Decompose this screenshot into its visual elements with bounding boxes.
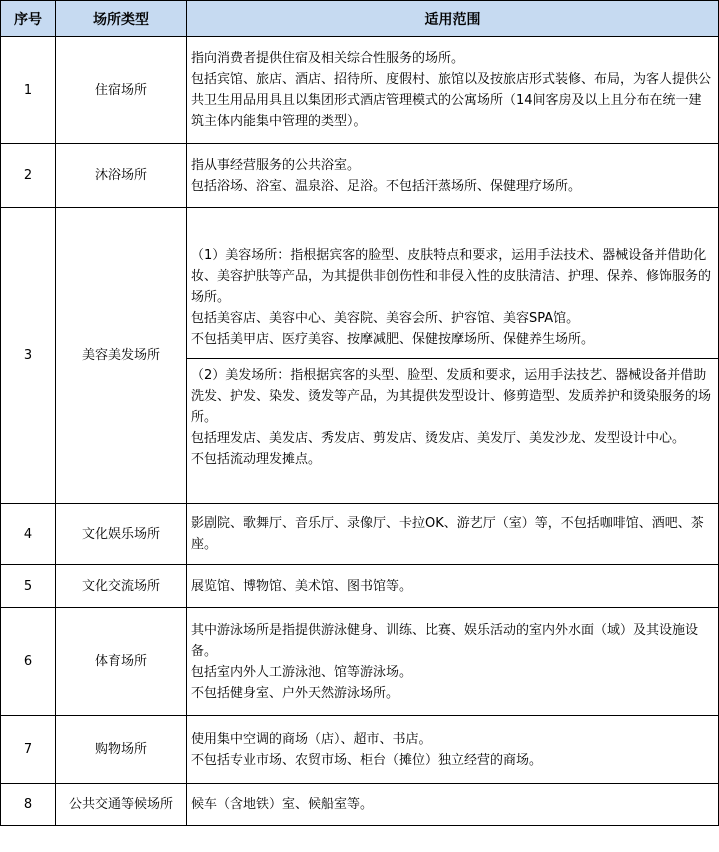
scope-cell (187, 716, 719, 784)
row-number: 8 (1, 784, 56, 826)
header-scope: 适用范围 (187, 1, 719, 37)
table-row (1, 504, 719, 565)
table-row (1, 144, 719, 208)
scope-cell (187, 608, 719, 716)
scope-line: 包括宾馆、旅店、酒店、招待所、度假村、旅馆以及按旅店形式装修、布局，为客人提供公共卫生用品用具且以集团形式酒店管理模式的公寓场所（14间客房及以上且分布在统一建筑主体内能集中管理的类型）。 (191, 72, 712, 129)
header-no: 序号 (1, 1, 56, 37)
table-row (1, 37, 719, 144)
venue-type: 住宿场所 (56, 37, 187, 144)
venue-type: 文化娱乐场所 (56, 504, 187, 565)
header-type: 场所类型 (56, 1, 187, 37)
table-row (1, 208, 719, 504)
scope-line: 其中游泳场所是指提供游泳健身、训练、比赛、娱乐活动的室内外水面（域）及其设施设备。 (191, 622, 699, 659)
scope-line: 包括室内外人工游泳池、馆等游泳场。 (191, 664, 413, 680)
scope-line: （2）美发场所：指根据宾客的头型、脸型、发质和要求，运用手法技艺、器械设备并借助洗发、护发、染发、烫发等产品，为其提供发型设计、修剪造型、发质养护和烫染服务的场所。 (191, 368, 712, 425)
hair-subsection (191, 359, 714, 474)
row-number: 1 (1, 37, 56, 144)
table-row (1, 608, 719, 716)
scope-cell (187, 37, 719, 144)
table-row (1, 565, 719, 608)
scope-line: 指向消费者提供住宿及相关综合性服务的场所。 (191, 51, 465, 66)
venue-type: 体育场所 (56, 608, 187, 716)
scope-line: 不包括健身室、户外天然游泳场所。 (191, 685, 400, 701)
scope-line: 不包括美甲店、医疗美容、按摩减肥、保健按摩场所、保健养生场所。 (191, 332, 595, 347)
beauty-subsection (191, 237, 714, 350)
scope-line: 包括美容店、美容中心、美容院、美容会所、护容馆、美容SPA馆。 (191, 311, 580, 326)
row-number: 5 (1, 565, 56, 608)
scope-line: 候车（含地铁）室、候船室等。 (191, 797, 374, 812)
scope-line: 包括浴场、浴室、温泉浴、足浴。不包括汗蒸场所、保健理疗场所。 (191, 178, 582, 194)
row-number: 6 (1, 608, 56, 716)
scope-line: 影剧院、歌舞厅、音乐厅、录像厅、卡拉OK、游艺厅（室）等，不包括咖啡馆、酒吧、茶座。 (191, 516, 704, 552)
scope-cell (187, 144, 719, 208)
table-row (1, 784, 719, 826)
scope-cell (187, 784, 719, 826)
scope-line: 指从事经营服务的公共浴室。 (191, 157, 361, 173)
scope-line: 包括理发店、美发店、秀发店、剪发店、烫发店、美发厅、美发沙龙、发型设计中心。 (191, 431, 686, 446)
scope-line: 不包括流动理发摊点。 (191, 452, 322, 467)
row-number: 7 (1, 716, 56, 784)
scope-line: 展览馆、博物馆、美术馆、图书馆等。 (191, 578, 413, 594)
table-header-row (1, 1, 719, 37)
venue-type: 文化交流场所 (56, 565, 187, 608)
table-row (1, 716, 719, 784)
venue-type: 美容美发场所 (56, 208, 187, 504)
scope-line: 使用集中空调的商场（店）、超市、书店。 (191, 731, 432, 747)
scope-cell (187, 208, 719, 504)
venue-type: 公共交通等候场所 (56, 784, 187, 826)
venue-type: 购物场所 (56, 716, 187, 784)
scope-line: 不包括专业市场、农贸市场、柜台（摊位）独立经营的商场。 (191, 752, 543, 768)
scope-cell (187, 565, 719, 608)
row-number: 2 (1, 144, 56, 208)
row-number: 4 (1, 504, 56, 565)
scope-cell (187, 504, 719, 565)
row-number: 3 (1, 208, 56, 504)
scope-line: （1）美容场所：指根据宾客的脸型、皮肤特点和要求，运用手法技术、器械设备并借助化妆、美容护肤等产品，为其提供非创伤性和非侵入性的皮肤清洁、护理、保养、修饰服务的场所。 (191, 248, 712, 305)
venue-type: 沐浴场所 (56, 144, 187, 208)
